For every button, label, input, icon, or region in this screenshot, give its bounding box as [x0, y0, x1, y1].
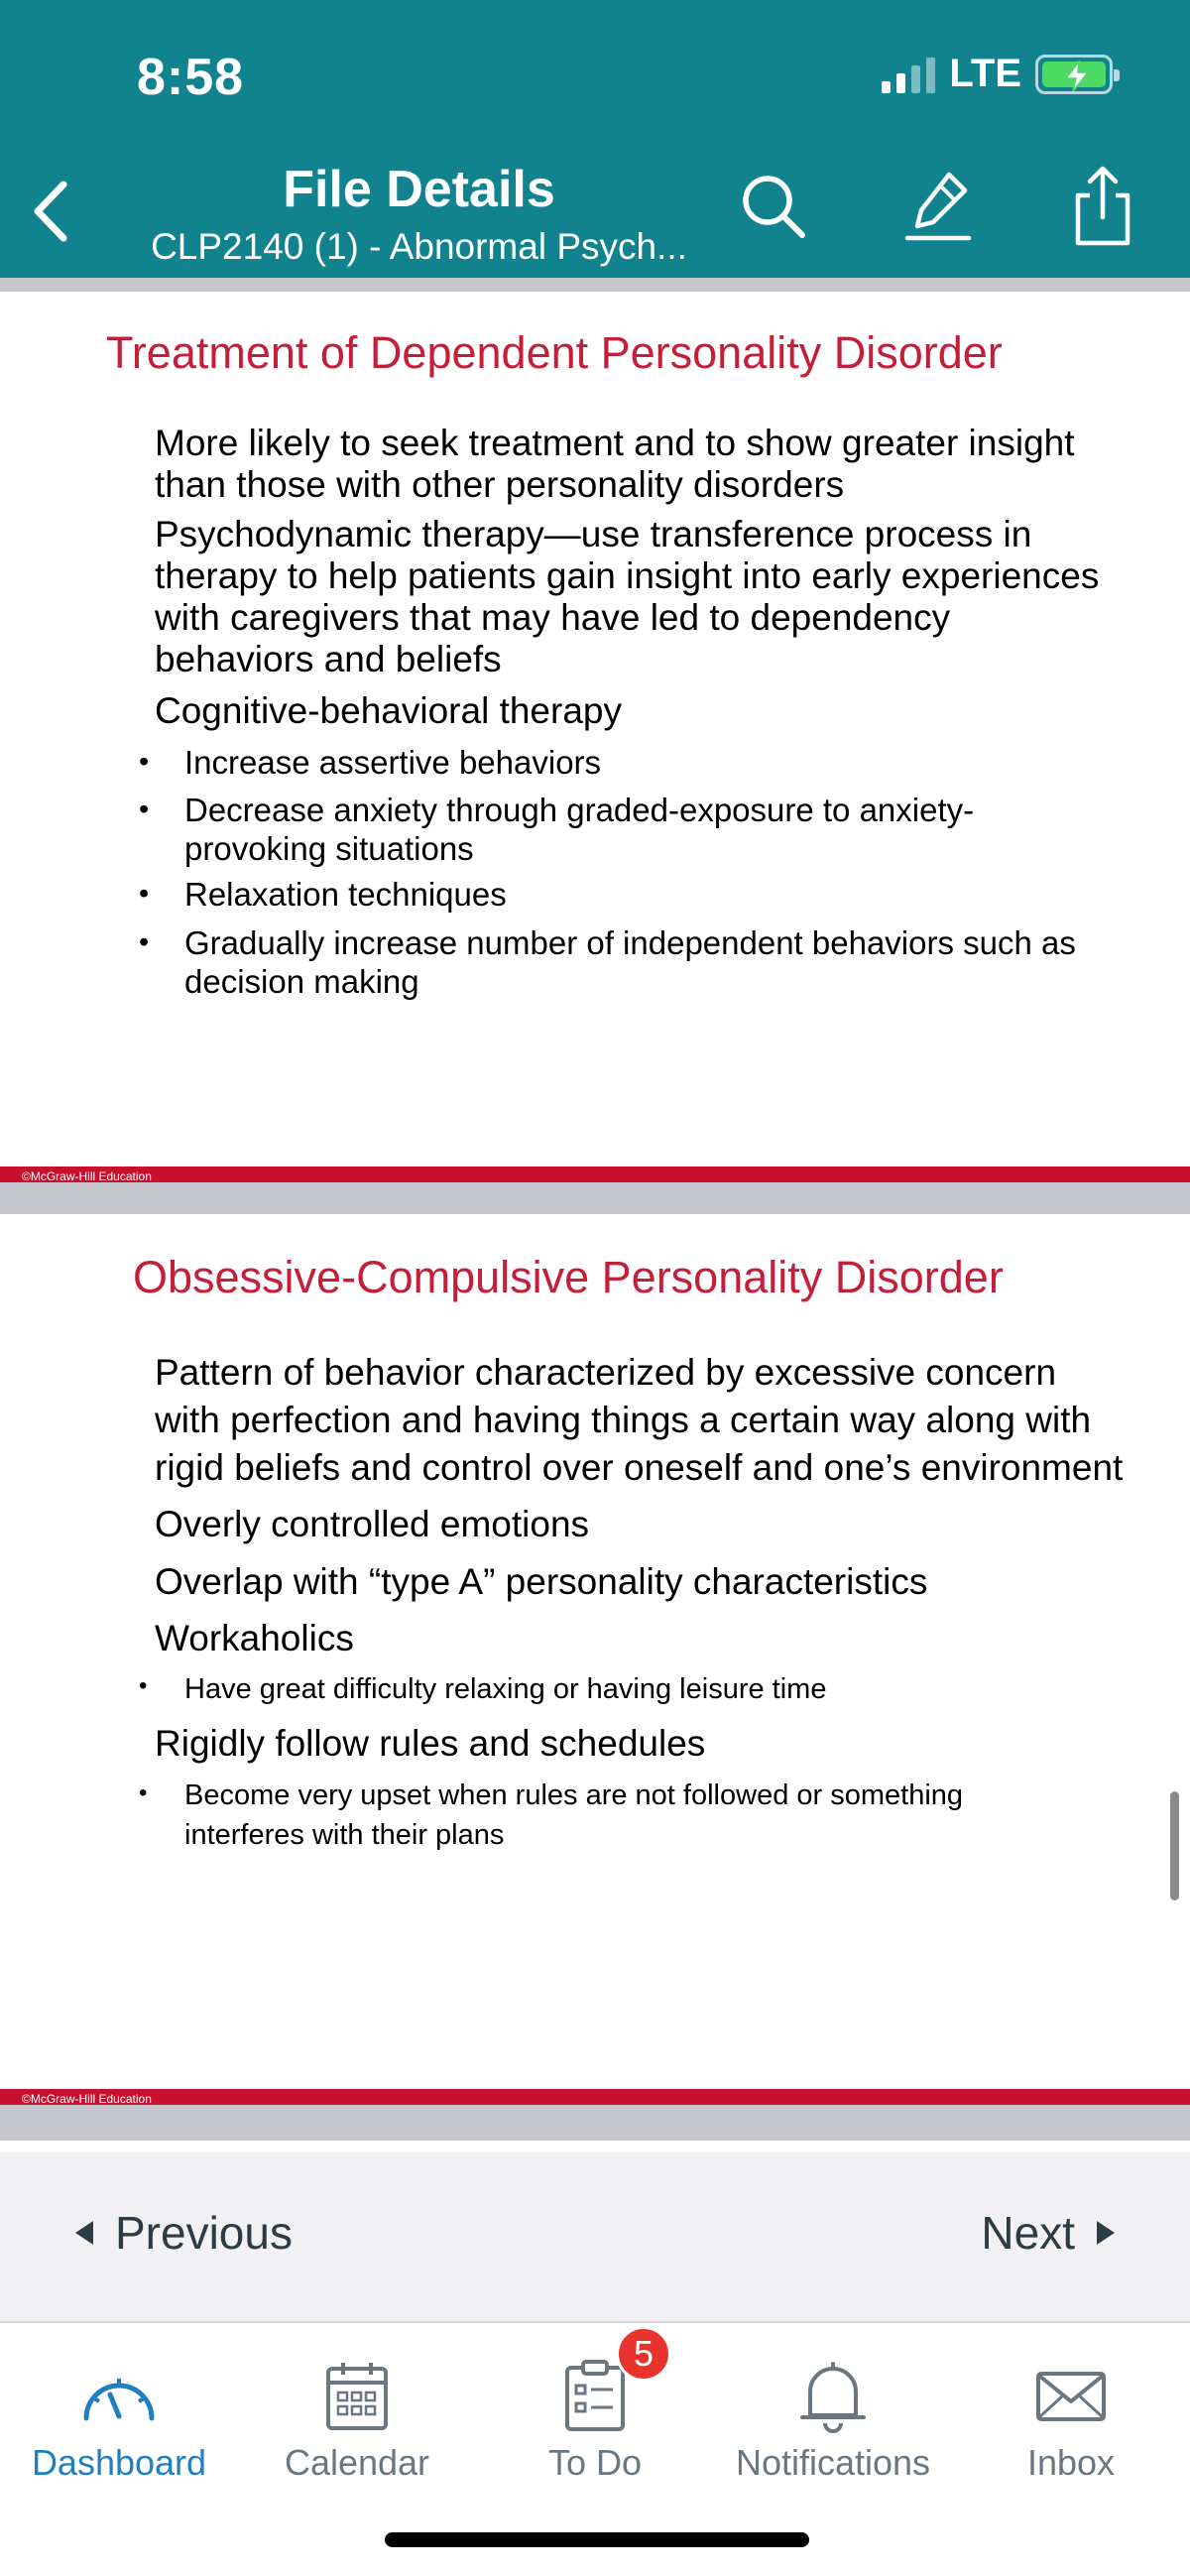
slide-paragraph: Pattern of behavior characterized by excessive concern with perfection and having things a certain way along with rigid beliefs and control over oneself and one’s environment — [155, 1352, 1124, 1488]
chevron-left-icon — [30, 181, 69, 242]
tab-label: Dashboard — [31, 2442, 207, 2483]
slide-paragraph: Overlap with “type A” personality characteristics — [155, 1561, 928, 1602]
file-subtitle: CLP2140 (1) - Abnormal Psych... — [151, 226, 687, 267]
slide-bullet: Relaxation techniques — [184, 876, 507, 913]
slide-bullet: Have great difficulty relaxing or having leisure time — [184, 1673, 827, 1705]
slide-copyright: ©McGraw-Hill Education — [22, 1169, 152, 1183]
calendar-icon — [312, 2357, 402, 2436]
highlighter-icon — [903, 169, 973, 244]
slide-bullet: Become very upset when rules are not followed or something interferes with their plans — [184, 1779, 964, 1851]
bullet-dot: • — [139, 1779, 148, 1806]
slide-1 — [0, 292, 1190, 1166]
slide-title: Treatment of Dependent Personality Disorder — [106, 327, 1003, 378]
caret-left-icon — [75, 2221, 93, 2245]
app-header — [0, 0, 1190, 278]
tab-label: Calendar — [284, 2442, 430, 2483]
tab-label: Inbox — [1026, 2442, 1116, 2483]
page-navigation — [0, 2152, 1190, 2321]
home-indicator[interactable] — [385, 2532, 809, 2547]
slide-paragraph: Workaholics — [155, 1618, 354, 1658]
tab-label: Notifications — [735, 2442, 931, 2483]
bullet-dot: • — [139, 1672, 148, 1699]
page-title: File Details — [283, 161, 555, 218]
back-button[interactable] — [20, 177, 79, 246]
next-button[interactable] — [981, 2206, 1115, 2260]
bullet-dot: • — [139, 746, 150, 778]
tab-inbox[interactable] — [952, 2343, 1190, 2492]
slide-bullet: Decrease anxiety through graded-exposure to anxiety-provoking situations — [184, 792, 975, 867]
bell-icon — [788, 2357, 878, 2436]
slide-separator — [0, 2105, 1190, 2141]
previous-button[interactable] — [75, 2206, 293, 2260]
document-gutter — [0, 278, 1190, 292]
dashboard-icon — [74, 2357, 164, 2436]
scrollbar[interactable] — [1170, 1791, 1179, 1901]
slide-paragraph: Rigidly follow rules and schedules — [155, 1723, 706, 1764]
tab-dashboard[interactable] — [0, 2343, 238, 2492]
slide-bullet: Gradually increase number of independent behaviors such as decision making — [184, 924, 1076, 1000]
slide-separator — [0, 1182, 1190, 1214]
slide-footer-bar — [0, 2089, 1190, 2105]
slide-paragraph: More likely to seek treatment and to show greater insight than those with other personality disorders — [155, 423, 1075, 505]
todo-count-badge: 5 — [616, 2326, 671, 2382]
slide-paragraph: Cognitive-behavioral therapy — [155, 690, 622, 731]
cellular-signal-icon — [882, 56, 935, 93]
charging-bolt-icon — [1062, 61, 1092, 92]
inbox-icon — [1026, 2357, 1116, 2436]
slide-copyright: ©McGraw-Hill Education — [22, 2092, 152, 2106]
slide-paragraph: Psychodynamic therapy—use transference process in therapy to help patients gain insight into early experiences with caregivers that may have led to dependency behaviors and beliefs — [155, 514, 1100, 679]
header-titles — [129, 157, 709, 272]
bullet-dot: • — [139, 878, 150, 910]
previous-label: Previous — [115, 2207, 293, 2259]
slide-2 — [0, 1214, 1190, 2089]
annotate-button[interactable] — [898, 167, 978, 246]
battery-icon — [1035, 55, 1113, 94]
tab-notifications[interactable] — [714, 2343, 952, 2492]
slide-title: Obsessive-Compulsive Personality Disorder — [133, 1252, 1004, 1302]
slide-paragraph: Overly controlled emotions — [155, 1504, 590, 1544]
share-icon — [1070, 166, 1135, 247]
tab-todo[interactable] — [476, 2343, 714, 2492]
next-label: Next — [981, 2207, 1075, 2259]
slide-bullet: Increase assertive behaviors — [184, 744, 602, 781]
tab-calendar[interactable] — [238, 2343, 476, 2492]
bullet-dot: • — [139, 794, 150, 825]
tab-label: To Do — [547, 2442, 643, 2483]
network-type: LTE — [949, 52, 1021, 95]
search-icon — [739, 172, 808, 241]
slide-footer-bar — [0, 1166, 1190, 1182]
status-indicators — [882, 52, 1113, 96]
caret-right-icon — [1097, 2221, 1115, 2245]
share-button[interactable] — [1063, 167, 1142, 246]
status-time: 8:58 — [137, 49, 245, 106]
search-button[interactable] — [734, 167, 813, 246]
bullet-dot: • — [139, 926, 150, 958]
